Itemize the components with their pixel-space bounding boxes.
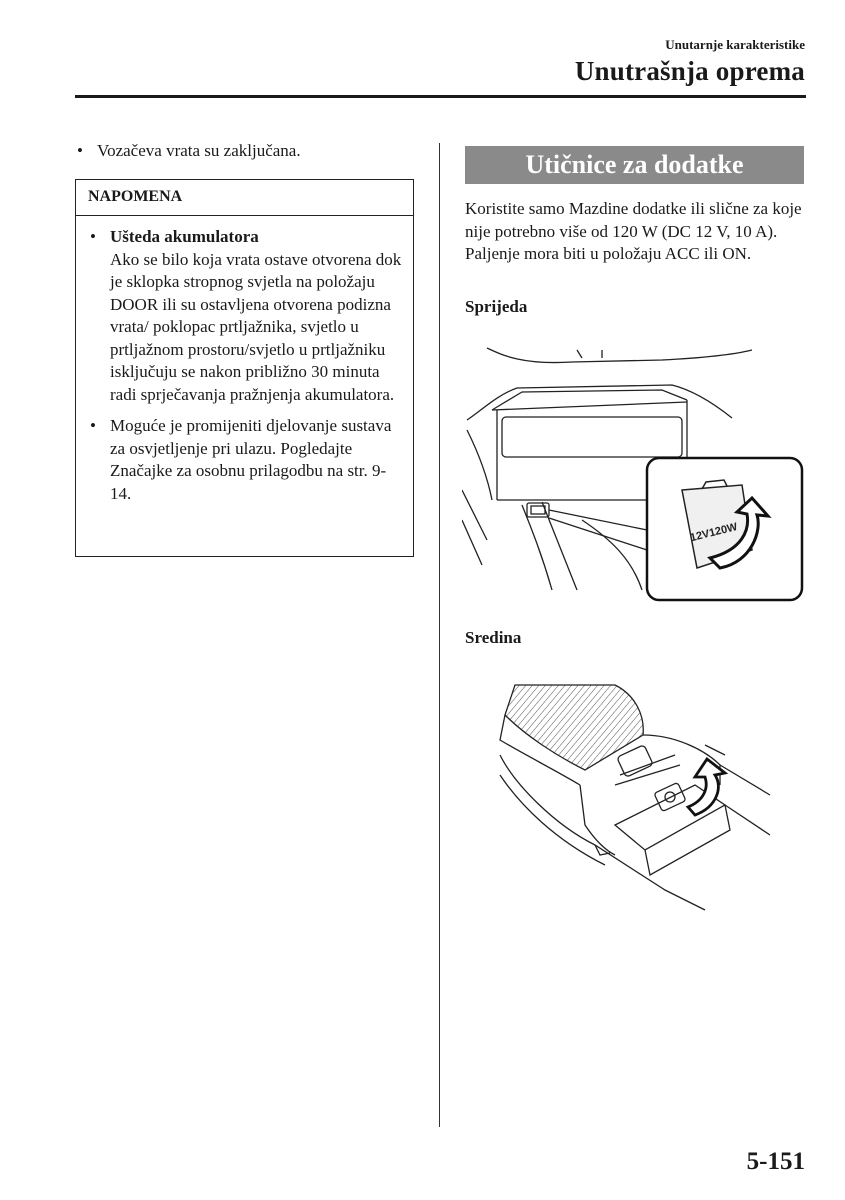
bullet-item	[75, 140, 415, 163]
front-socket-label: 12V120W	[688, 520, 739, 545]
note-body	[76, 216, 413, 505]
bullet-dot: •	[90, 227, 96, 246]
section-banner: Utičnice za dodatke	[465, 146, 804, 184]
center-socket-illustration	[495, 675, 775, 920]
bullet-dot: •	[77, 141, 83, 160]
page-title: Unutrašnja oprema	[574, 56, 805, 86]
ignition-paragraph: Paljenje mora biti u položaju ACC ili ON.	[465, 244, 752, 263]
front-heading: Sprijeda	[465, 297, 528, 316]
note-item-text: Ako se bilo koja vrata ostave otvorena dok je sklopka stropnog svjetla na položaju DOOR ili su ostavljena otvorena podizna vrata/ poklopac prtljažnika, svjetlo u prtljažnom prostoru/svjetlo u prtljažniku isključuju se nakon približno 30 minuta radi sprječavanja pražnjenja akumulatora.	[110, 249, 402, 404]
right-text	[465, 198, 810, 266]
header-section-label: Unutarnje karakteristike	[665, 37, 805, 52]
note-title: NAPOMENA	[76, 180, 413, 216]
note-item-text: Moguće je promijeniti djelovanje sustava za osvjetljenje pri ulazu. Pogledajte Značajke za osobnu prilagodbu na str. 9-14.	[110, 416, 392, 503]
center-heading: Sredina	[465, 628, 522, 647]
note-item	[88, 226, 403, 406]
bullet-dot: •	[90, 416, 96, 435]
header-rule	[75, 95, 806, 98]
bullet-text: Vozačeva vrata su zaključana.	[97, 141, 301, 160]
column-divider	[439, 143, 440, 1127]
note-item-heading: Ušteda akumulatora	[110, 227, 259, 246]
page-number: 5-151	[746, 1148, 805, 1175]
front-socket-illustration	[462, 340, 807, 605]
note-box	[75, 179, 414, 557]
note-item	[88, 415, 403, 505]
left-column	[75, 140, 415, 163]
intro-paragraph: Koristite samo Mazdine dodatke ili slične za koje nije potrebno više od 120 W (DC 12 V, 10 A).	[465, 199, 802, 241]
